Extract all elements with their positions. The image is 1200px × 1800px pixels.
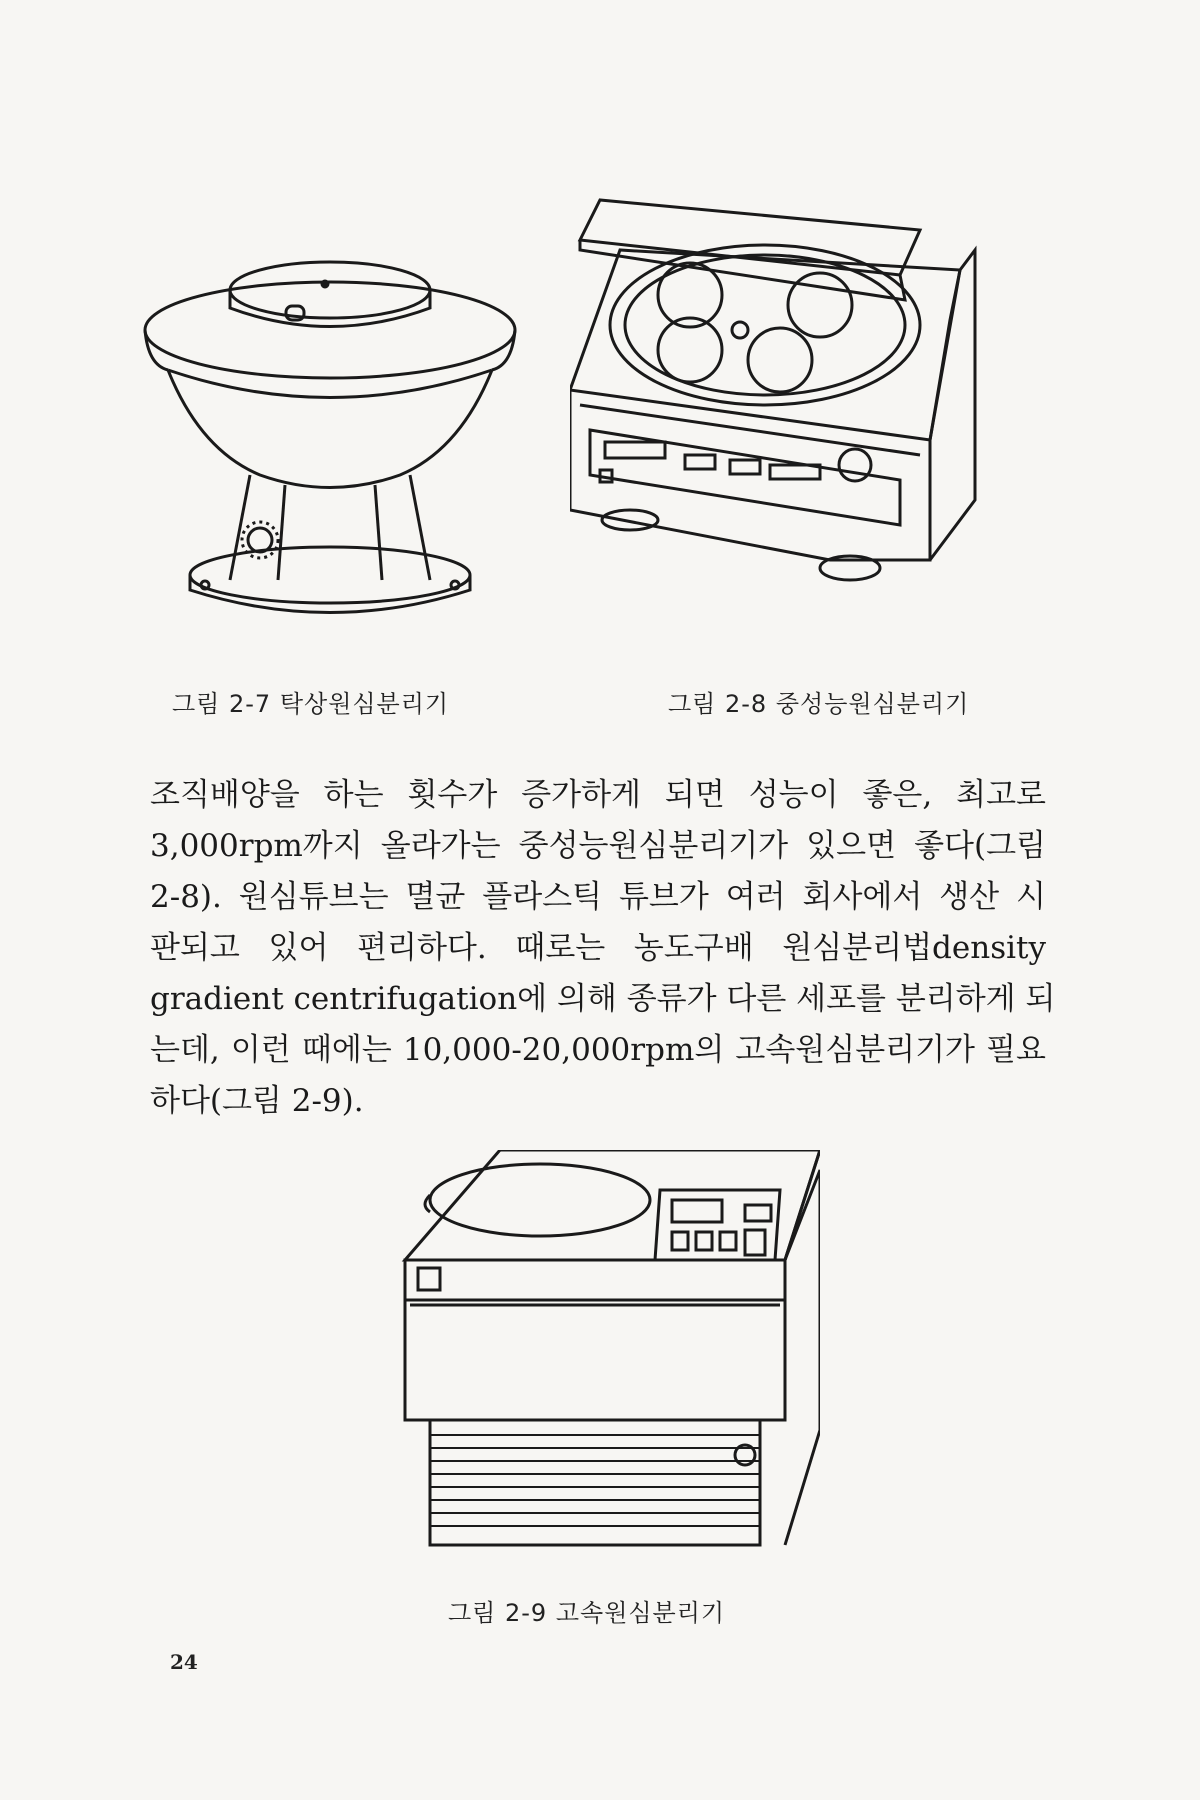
page-number: 24 <box>170 1650 198 1674</box>
body-line: 하다(그림 2-9). <box>150 1083 364 1119</box>
body-line: gradient centrifugation에 의해 종류가 다른 세포를 분리하게 되 <box>150 981 1056 1017</box>
body-line: 3,000rpm까지 올라가는 중성능원심분리기가 있으면 좋다(그림 <box>150 828 1046 864</box>
body-line: 조직배양을 하는 횟수가 증가하게 되면 성능이 좋은, 최고로 <box>150 777 1046 813</box>
body-line: 2-8). 원심튜브는 멸균 플라스틱 튜브가 여러 회사에서 생산 시 <box>150 879 1046 915</box>
figure-2-7-tabletop-centrifuge-icon <box>140 250 520 630</box>
body-paragraph <box>150 770 1056 1127</box>
body-line: 판되고 있어 편리하다. 때로는 농도구배 원심분리법density <box>150 930 1046 966</box>
figure-2-9-caption: 그림 2-9 고속원심분리기 <box>448 1599 726 1627</box>
figure-2-8-medium-speed-centrifuge-icon <box>570 190 990 590</box>
figure-2-9-high-speed-centrifuge-icon <box>400 1150 820 1570</box>
body-line: 는데, 이런 때에는 10,000-20,000rpm의 고속원심분리기가 필요 <box>150 1032 1046 1068</box>
figure-2-7-caption: 그림 2-7 탁상원심분리기 <box>172 690 450 718</box>
figure-2-8-caption: 그림 2-8 중성능원심분리기 <box>668 690 970 718</box>
